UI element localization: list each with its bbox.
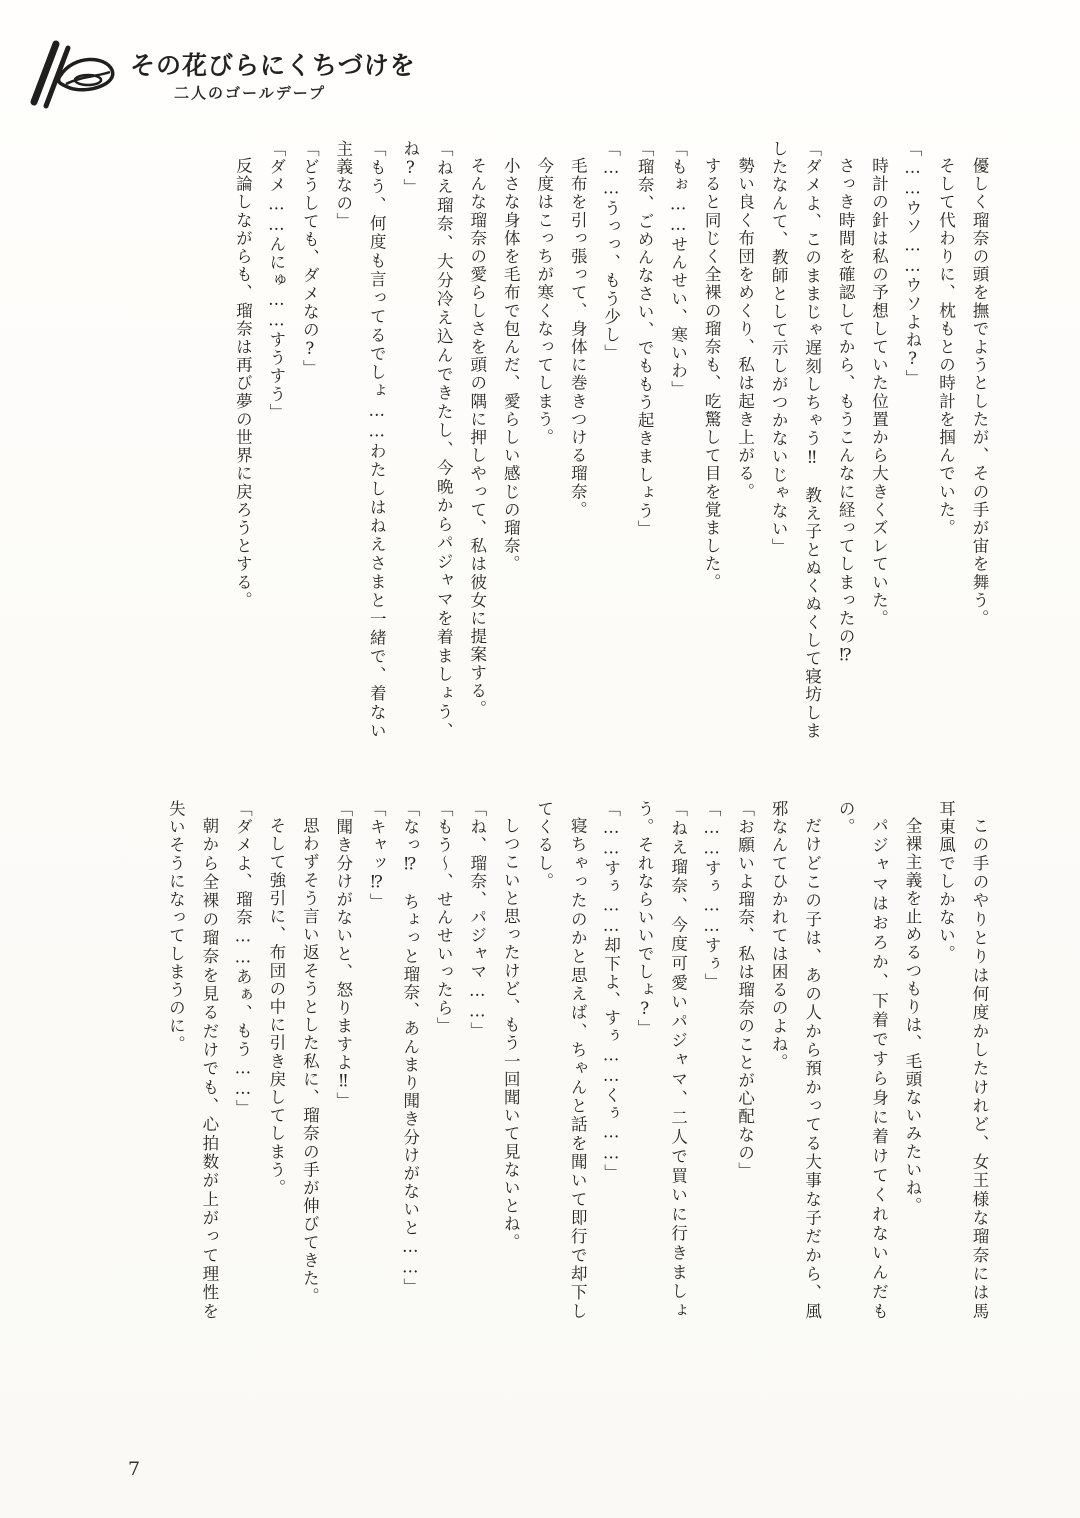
paragraph: 反論しながらも、瑠奈は再び夢の世界に戻ろうとする。 (233, 156, 253, 609)
paragraph: 「もう～、せんせいったら」 (434, 800, 454, 1036)
paragraph: 「なっ⁉ ちょっと瑠奈、あんまり聞き分けがないと……」 (400, 800, 420, 1297)
paragraph: すると同じく全裸の瑠奈も、吃驚して目を覚ました。 (702, 156, 722, 591)
paragraph: 朝から全裸の瑠奈を見るだけでも、心拍数が上がって理性を失いそうになってしまうのに。 (166, 800, 219, 1320)
paragraph: この手のやりとりは何度かしたけれど、女王様な瑠奈には馬耳東風でしかない。 (936, 800, 989, 1320)
paragraph: 「……ウソ……ウソよね?」 (903, 140, 923, 388)
page-number: 7 (128, 1458, 141, 1480)
paragraph: そんな瑠奈の愛らしさを頭の隅に押しやって、私は彼女に提案する。 (467, 156, 487, 718)
paragraph: 今度はこっちが寒くなってしまう。 (534, 156, 554, 447)
paragraph: 時計の針は私の予想していた位置から大きくズレていた。 (869, 156, 889, 628)
paragraph: 勢い良く布団をめくり、私は起き上がる。 (735, 156, 755, 501)
paragraph: 「ね、瑠奈、パジャマ……」 (467, 800, 487, 1041)
paragraph: しつこいと思ったけど、もう一回聞いて見ないとね。 (501, 816, 521, 1251)
paragraph: 「瑠奈、ごめんなさい、でももう起きましょう」 (635, 140, 655, 539)
paragraph: さっき時間を確認してから、もうこんなに経ってしまったの⁉ (836, 156, 856, 666)
paragraph: 「……うっっ、もう少し」 (601, 140, 621, 363)
series-subtitle: 二人のゴールデープ (174, 84, 326, 102)
paragraph: そして代わりに、枕もとの時計を掴んでいた。 (936, 156, 956, 537)
body-text-upper (116, 140, 996, 740)
paragraph: 「……すぅ……すぅ」 (702, 800, 722, 991)
paragraph: 「ねえ瑠奈、今度可愛いパジャマ、二人で買いに行きましょう。それならいいでしょ?」 (635, 800, 688, 1320)
paragraph: 「ダメよ、瑠奈……あぁ、もう……」 (233, 800, 253, 1118)
paragraph: パジャマはおろか、下着ですら身に着けてくれないんだもの。 (836, 800, 889, 1320)
paragraph: 「ねえ瑠奈、大分冷え込んできたし、今晩からパジャマを着ましょう、ね?」 (400, 140, 454, 740)
body-text-lower (116, 800, 996, 1320)
paragraph: 「聞き分けがないと、怒りますよ‼」 (333, 800, 353, 1111)
paragraph: 「……すぅ……却下よ、すぅ……くぅ……」 (601, 800, 621, 1182)
paragraph: 「キャッ⁉」 (367, 800, 387, 912)
paragraph: そして強引に、布団の中に引き戻してしまう。 (266, 816, 286, 1197)
paragraph: 「お願いよ瑠奈、私は瑠奈のことが心配なの」 (735, 800, 755, 1181)
paragraph: 「もぉ……せんせい、寒いわ」 (668, 140, 688, 399)
paragraph: 毛布を引っ張って、身体に巻きつける瑠奈。 (568, 156, 588, 519)
paragraph: だけどこの子は、あの人から預かってる大事な子だから、風邪なんてひかれては困るのよね。 (769, 800, 822, 1320)
paragraph: 優しく瑠奈の頭を撫でようとしたが、その手が宙を舞う。 (970, 156, 989, 628)
paragraph: 全裸主義を止めるつもりは、毛頭ないみたいね。 (903, 816, 923, 1215)
paragraph: 「ダメよ、このままじゃ遅刻しちゃう‼ 教え子とぬくぬくして寝坊しましたなんて、教師として示しがつかないじゃない」 (769, 140, 822, 740)
paragraph: 小さな身体を毛布で包んだ、愛らしい感じの瑠奈。 (501, 156, 521, 573)
paragraph: 寝ちゃったのかと思えば、ちゃんと話を聞いて即行で却下してくるし。 (534, 800, 588, 1320)
paragraph: 思わずそう言い返そうとした私に、瑠奈の手が伸びてきた。 (300, 816, 320, 1306)
ribbon-logo-icon (26, 36, 122, 110)
paragraph: 「もう、何度も言ってるでしょ……わたしはねえさまと一緒で、着ない主義なの」 (333, 140, 387, 740)
series-title: その花びらにくちづけを (130, 51, 416, 80)
paragraph: 「ダメ……んにゅ……すうすう」 (266, 140, 286, 422)
masthead (26, 30, 446, 120)
paragraph: 「どうしても、ダメなの?」 (300, 140, 320, 378)
